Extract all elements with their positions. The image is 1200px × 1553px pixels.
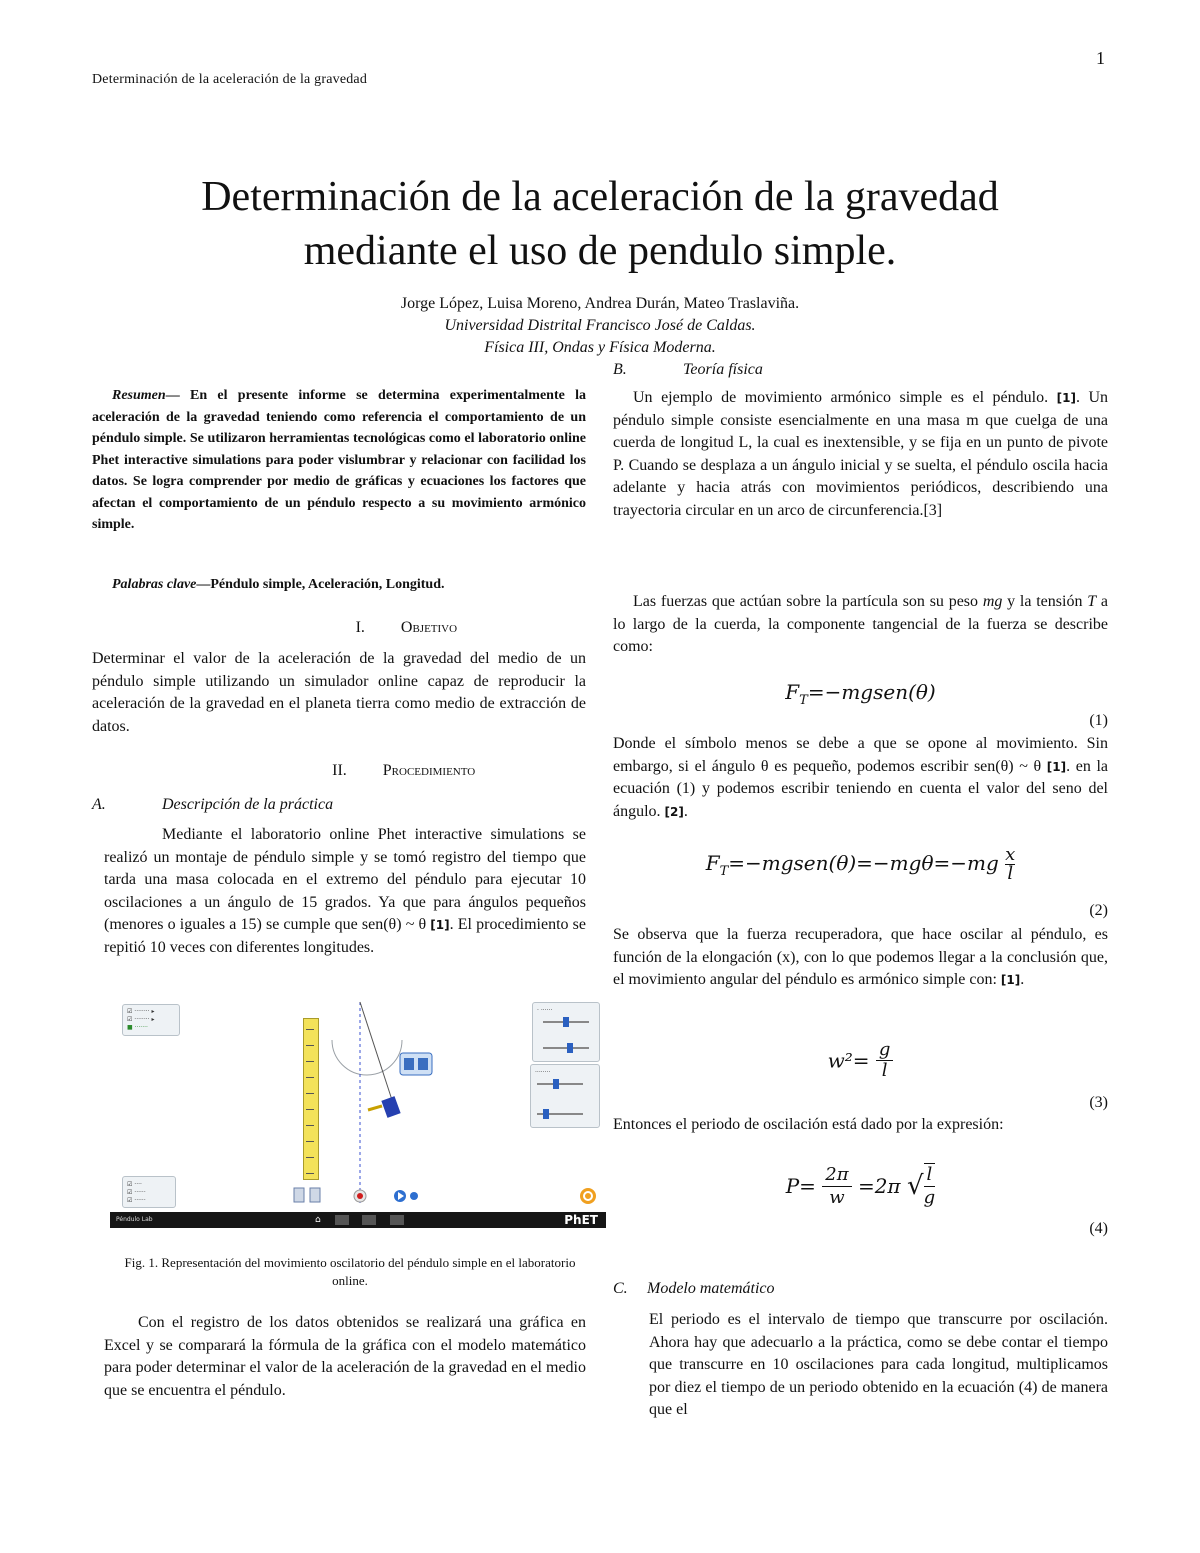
practice-description (104, 824, 586, 960)
text: Donde el símbolo menos se debe a que se opone al movimiento. Sin embargo, si el ángulo θ es pequeño, podemos escribir sen(θ) ~ θ (613, 735, 1108, 775)
abstract (92, 385, 586, 536)
subsection-heading-a (92, 796, 586, 814)
keywords-label: Palabras clave (112, 577, 197, 592)
options-panel: ☑ ········ ▸ ☑ ········ ▸ ■ ······· (122, 1004, 180, 1036)
subsection-heading-b (613, 361, 1108, 379)
math-t: T (1087, 593, 1097, 610)
after-figure-paragraph (104, 1312, 586, 1402)
section-number: I. (355, 619, 365, 636)
author-course: Física III, Ondas y Física Moderna. (484, 339, 716, 356)
text: Entonces el periodo de oscilación está dado por la expresión: (613, 1116, 1004, 1133)
section-heading-objetivo (92, 619, 586, 637)
caption-text: Fig. 1. Representación del movimiento oscilatorio del péndulo simple en el laboratorio online. (124, 1255, 576, 1288)
theory-paragraph-5 (613, 1114, 1108, 1137)
theory-paragraph-2 (613, 591, 1108, 659)
theory-paragraph-4 (613, 924, 1108, 992)
equation-number-3: (3) (1089, 1094, 1108, 1111)
equation-number-4: (4) (1089, 1220, 1108, 1237)
text: . (1020, 971, 1025, 989)
phet-simulator-figure (110, 1000, 606, 1228)
equation-4: P= $\frac{2\pi}{w}$ =2π √ $\frac{l}{g}$ (785, 1163, 936, 1208)
abstract-label: Resumen (112, 388, 166, 403)
after-figure-text: Con el registro de los datos obtenidos se realizará una gráfica en Excel y se comparará la fórmula de la gráfica con el modelo matemático para poder determinar el valor de la aceleración de la gravedad en el medio que se encuentra el péndulo. (104, 1314, 586, 1399)
equation-1: $F_T=-mgsen(\theta)$ (785, 680, 936, 708)
screen-icon (335, 1215, 349, 1225)
citation: [2] (664, 804, 684, 819)
citation: [1] (430, 918, 450, 933)
text: . (683, 802, 688, 820)
phet-logo: PhET (564, 1213, 598, 1227)
citation: [1] (1046, 759, 1067, 774)
playback-controls (290, 1186, 460, 1208)
screen-icon (362, 1215, 376, 1225)
text: Se observa que la fuerza recuperadora, que hace oscilar al péndulo, es función de la elongación (x), con lo que podemos llegar a la conclusión que, el movimiento angular del péndulo es armónico simple con: (613, 926, 1108, 989)
equation-number-1: (1) (1089, 712, 1108, 729)
home-icon: ⌂ (315, 1215, 321, 1225)
abstract-dash: — (165, 388, 190, 403)
section-heading-procedimiento (92, 762, 586, 780)
subsection-letter: C. (613, 1280, 628, 1297)
practice-text: Mediante el laboratorio online Phet interactive simulations se realizó un montaje de péndulo simple y se tomó registro del tiempo que tarda una masa colocada en el extremo del péndulo para ejecutar 10 oscilaciones a un ángulo de 15 grados. Ya que para ángulos pequeños (menores o iguales a 15) se cumple que sen(θ) ~ θ (104, 826, 586, 934)
subsection-heading-c (613, 1280, 1108, 1298)
subsection-title: Descripción de la práctica (162, 796, 334, 813)
keywords (92, 574, 586, 596)
text: Las fuerzas que actúan sobre la partícula son su peso (633, 593, 983, 610)
subsection-letter: A. (92, 796, 106, 813)
practice-text-end: . El procedimiento se repitió 10 veces con diferentes longitudes. (104, 916, 586, 956)
citation: [1] (1056, 391, 1076, 405)
author-affiliation: Universidad Distrital Francisco José de Caldas. (444, 317, 756, 334)
subsection-title: Teoría física (683, 361, 763, 378)
gravity-panel: ········ (530, 1064, 600, 1128)
text: y la tensión (1002, 593, 1088, 610)
section-title: Objetivo (400, 619, 458, 636)
text: . en la ecuación (1) y podemos escribir teniendo en cuenta el valor del seno del ángulo. (613, 757, 1108, 820)
author-block (0, 293, 1200, 359)
sim-bottom-bar (110, 1212, 606, 1228)
equation-number-2: (2) (1089, 902, 1108, 919)
title-line-1: Determinación de la aceleración de la gravedad (201, 174, 999, 220)
section-title: Procedimiento (382, 762, 476, 779)
sim-title: Péndulo Lab (116, 1216, 153, 1223)
equation-3: w²= $\frac{g}{l}$ (613, 1040, 1108, 1081)
keywords-text: Péndulo simple, Aceleración, Longitud. (210, 577, 445, 592)
text: a lo largo de la cuerda, la componente tangencial de la fuerza se describe como: (613, 593, 1109, 656)
objetivo-text: Determinar el valor de la aceleración de la gravedad del medio de un péndulo simple utilizando un simulador online capaz de reproducir la aceleración de la gravedad en el planeta tierra como medio de extracción de datos. (92, 650, 586, 735)
paper-title (0, 170, 1200, 278)
theory-paragraph-1 (613, 387, 1108, 523)
theory-paragraph-3 (613, 733, 1108, 823)
reset-icon (578, 1186, 598, 1206)
subsection-letter: B. (613, 361, 627, 378)
running-header: Determinación de la aceleración de la gravedad (92, 72, 368, 87)
model-paragraph (649, 1309, 1108, 1422)
section-number: II. (332, 762, 347, 779)
citation: [1] (1000, 973, 1021, 988)
author-names: Jorge López, Luisa Moreno, Andrea Durán, Mateo Traslaviña. (400, 295, 800, 312)
title-line-2: mediante el uso de pendulo simple. (303, 228, 897, 274)
page-number: 1 (1096, 48, 1105, 68)
text: El periodo es el intervalo de tiempo que transcurre por oscilación. Ahora hay que adecuarlo a la práctica, como se debe contar el tiempo que transcurre en 10 oscilaciones para cada longitud, multiplicamos por diez el tiempo de un periodo obtenido en la ecuación (4) de manera que el (649, 1311, 1108, 1419)
math-mg: mg (982, 593, 1003, 610)
abstract-text: En el presente informe se determina experimentalmente la aceleración de la gravedad teniendo como referencia el comportamiento de un péndulo simple. Se utilizaron herramientas tecnológicas como el laboratorio online Phet interactive simulations para poder vislumbrar y relacionar con facilidad los datos. Se logra comprender por medio de gráficas y ecuaciones los factores que afectan el comportamiento de un péndulo respecto a su movimiento armónico simple. (92, 388, 586, 532)
subsection-title: Modelo matemático (647, 1280, 775, 1297)
figure-caption (110, 1254, 590, 1290)
keywords-dash: — (196, 577, 211, 592)
screen-icon (390, 1215, 404, 1225)
objetivo-body (92, 648, 586, 738)
text: Un ejemplo de movimiento armónico simple es el péndulo. (633, 389, 1057, 406)
equation-2: $F_T=-mgsen(\theta)=-mg\theta=-mg$ $\frac{x}{l}$ (705, 844, 1016, 884)
text: . Un péndulo simple consiste esencialmente en una masa m que cuelga de una cuerda de longitud L, la cual es inextensible, y se fija en un punto de pivote P. Cuando se desplaza a un ángulo inicial y se suelta, el péndulo oscila hacia adelante y hacia atrás con movimientos periódicos, describiendo una trayectoria circular en un arco de circunferencia.[3] (613, 389, 1108, 519)
length-mass-panel: · ······ (532, 1002, 600, 1062)
tools-panel: ☑ ···· ☑ ······ ☑ ······ (122, 1176, 176, 1208)
